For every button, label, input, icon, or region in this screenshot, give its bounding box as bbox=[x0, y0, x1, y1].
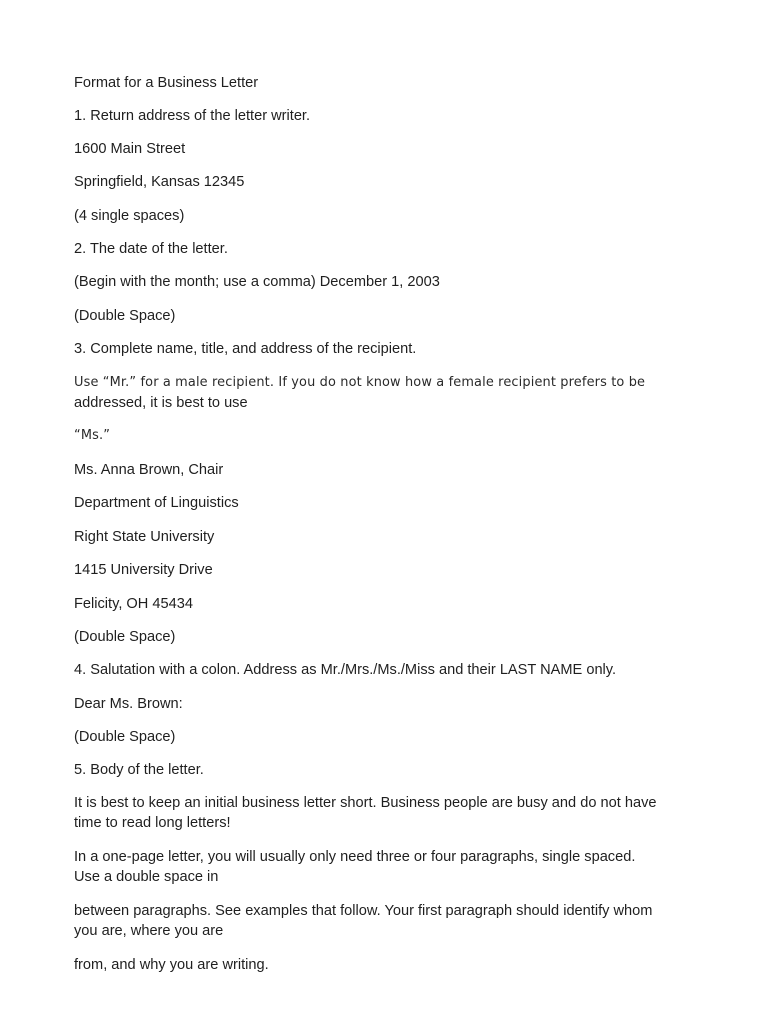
recipient-university: Right State University bbox=[74, 529, 215, 545]
date-example: (Begin with the month; use a comma) December 1, 2003 bbox=[74, 274, 440, 290]
recipient-name: Ms. Anna Brown, Chair bbox=[74, 462, 224, 478]
spacing-note: (Double Space) bbox=[74, 629, 176, 645]
spacing-note: (Double Space) bbox=[74, 729, 176, 745]
spacing-note: (Double Space) bbox=[74, 308, 176, 324]
body-paragraph-1-continued: time to read long letters! bbox=[74, 815, 231, 831]
body-paragraph-3: between paragraphs. See examples that follow. Your first paragraph should identify whom bbox=[74, 903, 653, 919]
salutation-example: Dear Ms. Brown: bbox=[74, 696, 183, 712]
step-3-heading: 3. Complete name, title, and address of the recipient. bbox=[74, 341, 417, 357]
body-paragraph-2-continued: Use a double space in bbox=[74, 869, 219, 885]
step-4-heading: 4. Salutation with a colon. Address as Mr./Mrs./Ms./Miss and their LAST NAME only. bbox=[74, 662, 617, 678]
step-2-heading: 2. The date of the letter. bbox=[74, 241, 228, 257]
body-paragraph-4: from, and why you are writing. bbox=[74, 957, 269, 973]
recipient-department: Department of Linguistics bbox=[74, 495, 239, 511]
body-paragraph-2: In a one-page letter, you will usually only need three or four paragraphs, single spaced. bbox=[74, 849, 636, 865]
recipient-note-ms: “Ms.” bbox=[74, 428, 111, 443]
step-5-heading: 5. Body of the letter. bbox=[74, 762, 204, 778]
return-address-street: 1600 Main Street bbox=[74, 141, 186, 157]
recipient-city: Felicity, OH 45434 bbox=[74, 596, 193, 612]
body-paragraph-3-continued: you are, where you are bbox=[74, 923, 224, 939]
step-1-heading: 1. Return address of the letter writer. bbox=[74, 108, 311, 124]
recipient-note: Use “Mr.” for a male recipient. If you do not know how a female recipient prefers to be bbox=[74, 375, 646, 390]
recipient-note-continued: addressed, it is best to use bbox=[74, 395, 248, 411]
body-paragraph-1: It is best to keep an initial business letter short. Business people are busy and do not have bbox=[74, 795, 657, 811]
recipient-street: 1415 University Drive bbox=[74, 562, 213, 578]
return-address-city: Springfield, Kansas 12345 bbox=[74, 174, 245, 190]
document-title: Format for a Business Letter bbox=[74, 75, 259, 91]
spacing-note: (4 single spaces) bbox=[74, 208, 185, 224]
